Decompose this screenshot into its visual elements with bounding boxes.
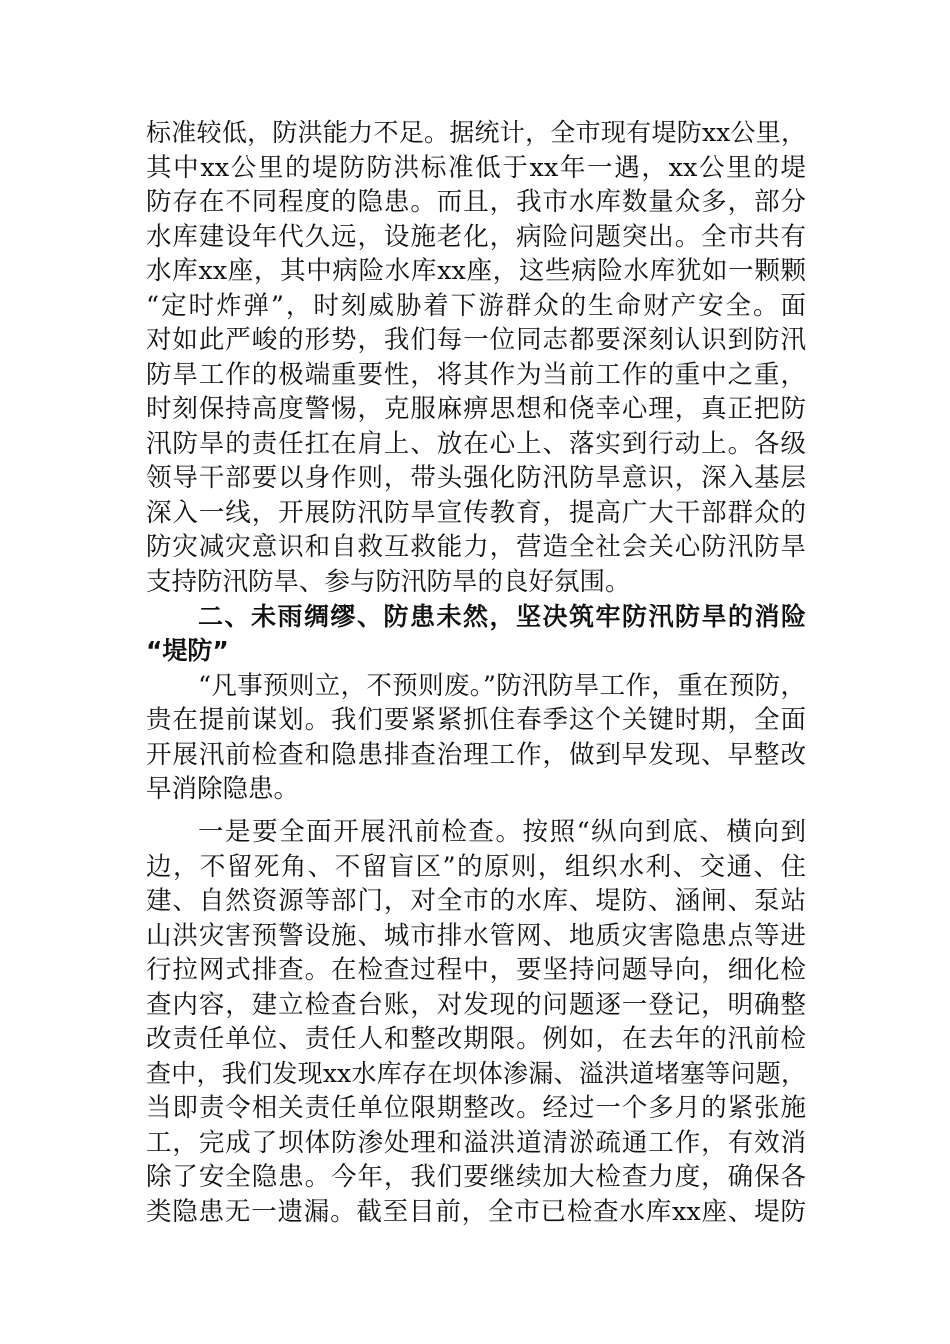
text-line: 开展汛前检查和隐患排查治理工作，做到早发现、早整改 [146, 740, 806, 770]
text-line: 防灾减灾意识和自救互救能力，营造全社会关心防汛防旱 [146, 532, 806, 562]
text-line: 早消除隐患。 [146, 774, 300, 804]
text-line: 查内容，建立检查台账，对发现的问题逐一登记，明确整 [146, 990, 806, 1020]
text-line: 水库xx座，其中病险水库xx座，这些病险水库犹如一颗颗 [146, 256, 806, 286]
text-line: “定时炸弹”，时刻威胁着下游群众的生命财产安全。面 [146, 291, 806, 321]
text-line: 查中，我们发现xx水库存在坝体渗漏、溢洪道堵塞等问题， [146, 1059, 806, 1088]
text-line: 汛防旱的责任扛在肩上、放在心上、落实到行动上。各级 [146, 429, 806, 459]
text-line: 标准较低，防洪能力不足。据统计，全市现有堤防xx公里， [146, 118, 806, 147]
text-line: 防旱工作的极端重要性，将其作为当前工作的重中之重， [146, 360, 806, 390]
text-line: 山洪灾害预警设施、城市排水管网、地质灾害隐患点等进 [146, 921, 806, 951]
text-line: 水库建设年代久远，设施老化，病险问题突出。全市共有 [146, 222, 806, 252]
text-line: 除了安全隐患。今年，我们要继续加大检查力度，确保各 [146, 1162, 806, 1192]
text-line: “凡事预则立，不预则废。”防汛防旱工作，重在预防， [198, 671, 806, 701]
text-line: 建、自然资源等部门，对全市的水库、堤防、涵闸、泵站 [146, 886, 806, 916]
text-line: 贵在提前谋划。我们要紧紧抓住春季这个关键时期，全面 [146, 705, 806, 735]
text-line: 其中xx公里的堤防防洪标准低于xx年一遇，xx公里的堤 [146, 153, 806, 183]
text-line: 对如此严峻的形势，我们每一位同志都要深刻认识到防汛 [146, 325, 806, 355]
text-line: 支持防汛防旱、参与防汛防旱的良好氛围。 [146, 567, 631, 597]
text-line: 时刻保持高度警惕，克服麻痹思想和侥幸心理，真正把防 [146, 394, 806, 424]
text-line: 防存在不同程度的隐患。而且，我市水库数量众多，部分 [146, 187, 806, 217]
text-line: 深入一线，开展防汛防旱宣传教育，提高广大干部群众的 [146, 498, 806, 528]
text-line: 类隐患无一遗漏。截至目前，全市已检查水库xx座、堤防 [146, 1197, 806, 1227]
text-line: 当即责令相关责任单位限期整改。经过一个多月的紧张施 [146, 1093, 806, 1123]
text-line: 行拉网式排查。在检查过程中，要坚持问题导向，细化检 [146, 955, 806, 985]
section-heading: “堤防” [146, 636, 229, 665]
text-line: 工，完成了坝体防渗处理和溢洪道清淤疏通工作，有效消 [146, 1128, 806, 1158]
text-line: 一是要全面开展汛前检查。按照“纵向到底、横向到 [198, 817, 806, 847]
text-line: 改责任单位、责任人和整改期限。例如，在去年的汛前检 [146, 1024, 806, 1054]
text-line: 领导干部要以身作则，带头强化防汛防旱意识，深入基层 [146, 463, 806, 493]
text-line: 边，不留死角、不留盲区”的原则，组织水利、交通、住 [146, 852, 806, 882]
section-heading: 二、未雨绸缪、防患未然，坚决筑牢防汛防旱的消险 [198, 602, 806, 631]
